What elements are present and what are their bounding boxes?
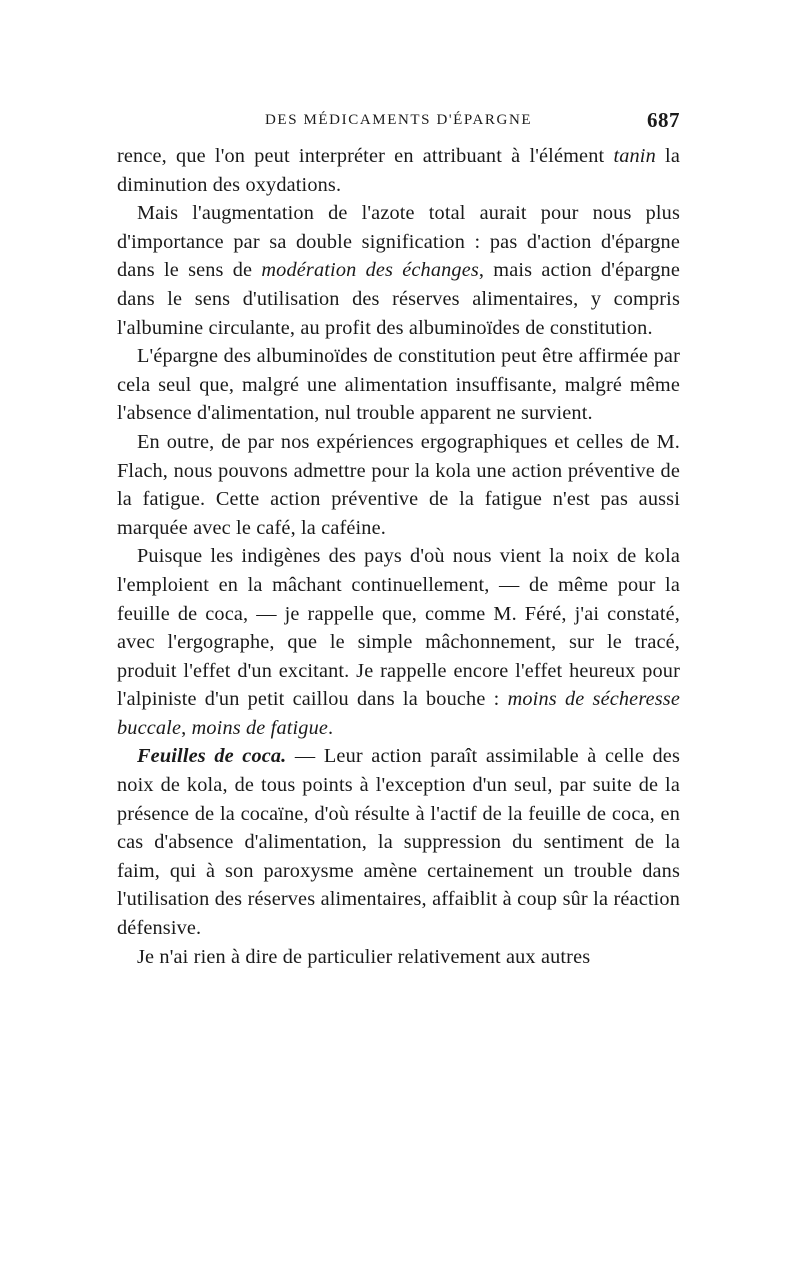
book-page	[117, 108, 680, 971]
paragraph-5	[117, 542, 680, 742]
paragraph-5-emphasis-2: moins de fatigue	[191, 716, 329, 739]
running-header	[117, 108, 680, 142]
running-title: DES MÉDICAMENTS D'ÉPARGNE	[265, 112, 533, 128]
paragraph-7: Je n'ai rien à dire de particulier relativement aux autres	[137, 945, 591, 968]
paragraph-5-text-a: Puisque les indigènes des pays d'où nous vient la noix de kola l'emploient en la mâchant continuellement, — de même pour la feuille de coca, — je rappelle que, comme M. Féré, j'ai constaté, avec l'ergographe, que le simple mâchonnement, sur le tracé, produit l'effet d'un excitant. Je rappelle encore l'effet heureux pour l'alpiniste d'un petit caillou dans la bouche :	[117, 545, 680, 711]
paragraph-2-text-a: Mais l'augmentation de l'azote total aurait pour nous plus d'importance par sa double signification : pas d'action d'épargne dans le sens de	[117, 202, 680, 282]
paragraph-5-text-b: ,	[181, 716, 192, 739]
paragraph-2-text-b: , mais action d'épargne dans le sens d'utilisation des réserves alimentaires, y compris l'albumine circulante, au profit des albuminoïdes de constitution.	[117, 259, 680, 339]
paragraph-3: L'épargne des albuminoïdes de constitution peut être affirmée par cela seul que, malgré une alimentation insuffisante, malgré même l'absence d'alimentation, nul trouble apparent ne survient.	[117, 345, 680, 425]
paragraph-6-text: — Leur action paraît assimilable à celle des noix de kola, de tous points à l'exception d'un seul, par suite de la présence de la cocaïne, d'où résulte à l'actif de la feuille de coca, en cas d'absence d'alimentation, la suppression du sentiment de la faim, qui à son paroxysme amène certainement un trouble dans l'utilisation des réserves alimentaires, affaiblit à coup sûr la réaction défensive.	[117, 745, 680, 940]
paragraph-4: En outre, de par nos expériences ergographiques et celles de M. Flach, nous pouvons admettre pour la kola une action préventive de la fatigue. Cette action préventive de la fatigue n'est pas aussi marquée avec le café, la caféine.	[117, 430, 680, 539]
paragraph-1-text-b: la diminution des oxydations.	[117, 145, 680, 196]
paragraph-1-emphasis: tanin	[613, 145, 656, 167]
paragraph-5-text-c: .	[328, 716, 334, 739]
paragraph-2-emphasis: modération des échanges	[261, 259, 479, 282]
section-heading-feuilles-de-coca: Feuilles de coca.	[137, 745, 287, 768]
body-text	[117, 142, 680, 971]
paragraph-2	[117, 199, 680, 342]
page-number: 687	[647, 108, 680, 132]
paragraph-5-emphasis-1: moins de sécheresse buccale	[117, 688, 681, 739]
paragraph-1	[117, 142, 680, 199]
paragraph-6	[117, 742, 680, 942]
paragraph-1-text-a: rence, que l'on peut interpréter en attribuant à l'élément	[117, 145, 614, 167]
